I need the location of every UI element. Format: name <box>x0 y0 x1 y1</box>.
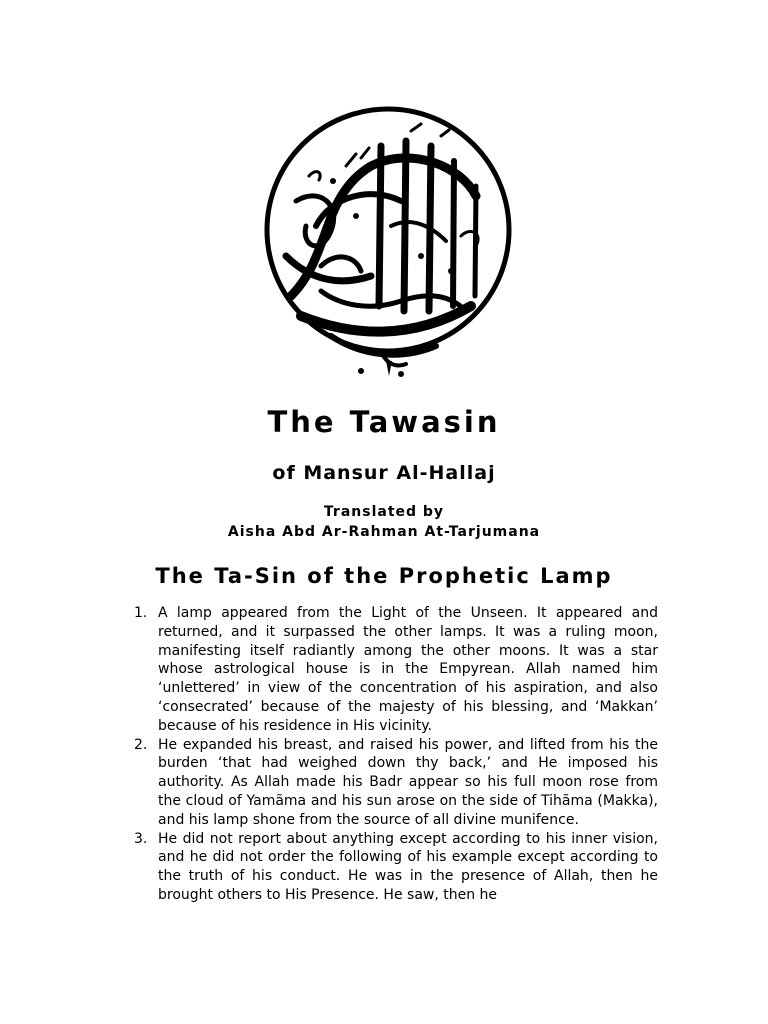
item-text: A lamp appeared from the Light of the Unseen. It appeared and returned, and it surpassed the other lamps. It was a ruling moon, manifesting itself radiantly among the other moons. It was a star whose astrological house is in the Empyrean. Allah named him ‘unlettered’ in view of the concentration of his aspiration, and also ‘consecrated’ because of the majesty of his blessing, and ‘Makkan’ because of his residence in His vicinity. <box>158 605 658 734</box>
translated-by-label: Translated by <box>323 504 445 520</box>
list-item <box>134 736 658 830</box>
chapter-heading: The Ta-Sin of the Prophetic Lamp <box>155 564 613 588</box>
document-title: The Tawasin <box>267 405 501 439</box>
item-number: 3. <box>134 830 148 847</box>
document-subtitle: of Mansur Al-Hallaj <box>272 462 496 484</box>
list-item <box>134 830 658 905</box>
translator-name: Aisha Abd Ar-Rahman At-Tarjumana <box>227 524 541 540</box>
item-text: He did not report about anything except according to his inner vision, and he did not order the following of his example except according to the truth of his conduct. He was in the presence of Allah, then he brought others to His Presence. He saw, then he <box>158 830 658 903</box>
calligraphy-seal-icon <box>261 106 517 378</box>
item-text: He expanded his breast, and raised his power, and lifted from his the burden ‘that had weighed down thy back,’ and He imposed his authority. As Allah made his Badr appear so his full moon rose from the cloud of Yamãma and his sun arose on the side of Tihãma (Makka), and his lamp shone from the source of all divine munifence. <box>158 736 658 828</box>
item-number: 2. <box>134 736 148 753</box>
list-item <box>134 604 658 736</box>
numbered-paragraph-list <box>134 604 658 905</box>
item-number: 1. <box>134 605 148 621</box>
